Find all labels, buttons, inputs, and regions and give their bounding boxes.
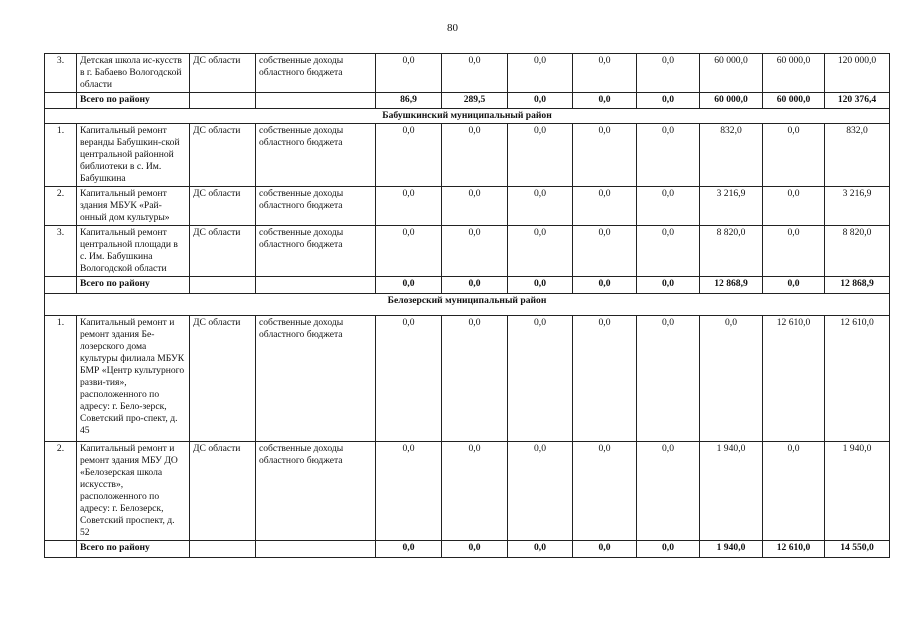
total-value: 0,0 — [637, 277, 700, 294]
ds-cell: ДС области — [190, 187, 256, 226]
row-number: 2. — [45, 187, 77, 226]
total-value: 0,0 — [573, 541, 637, 558]
total-value: 60 000,0 — [700, 93, 763, 109]
total-value: 0,0 — [637, 93, 700, 109]
total-value: 0,0 — [573, 277, 637, 294]
value-cell: 0,0 — [573, 226, 637, 277]
value-cell: 0,0 — [637, 124, 700, 187]
total-value: 0,0 — [442, 277, 508, 294]
value-cell: 12 610,0 — [763, 316, 825, 442]
section-title: Бабушкинский муниципальный район — [45, 109, 890, 124]
table-row — [45, 316, 890, 442]
total-value: 14 550,0 — [825, 541, 890, 558]
total-value: 1 940,0 — [700, 541, 763, 558]
table-row — [45, 442, 890, 541]
value-cell: 0,0 — [508, 442, 573, 541]
value-cell: 0,0 — [573, 187, 637, 226]
total-value: 0,0 — [573, 93, 637, 109]
total-value: 86,9 — [376, 93, 442, 109]
table-row — [45, 226, 890, 277]
row-number: 3. — [45, 226, 77, 277]
value-cell: 0,0 — [508, 226, 573, 277]
value-cell: 0,0 — [573, 442, 637, 541]
value-cell: 0,0 — [637, 442, 700, 541]
value-cell: 0,0 — [637, 187, 700, 226]
source-cell: собственные доходы областного бюджета — [256, 316, 376, 442]
value-cell: 0,0 — [376, 187, 442, 226]
value-cell: 0,0 — [442, 187, 508, 226]
value-cell: 3 216,9 — [825, 187, 890, 226]
table-row — [45, 187, 890, 226]
source-cell: собственные доходы областного бюджета — [256, 226, 376, 277]
value-cell: 0,0 — [442, 226, 508, 277]
value-cell: 0,0 — [637, 316, 700, 442]
total-value: 0,0 — [763, 277, 825, 294]
value-cell: 0,0 — [573, 124, 637, 187]
value-cell: 0,0 — [573, 54, 637, 93]
total-value: 120 376,4 — [825, 93, 890, 109]
ds-cell: ДС области — [190, 316, 256, 442]
source-cell: собственные доходы областного бюджета — [256, 54, 376, 93]
value-cell: 0,0 — [637, 226, 700, 277]
value-cell: 120 000,0 — [825, 54, 890, 93]
total-value: 60 000,0 — [763, 93, 825, 109]
total-value: 0,0 — [508, 541, 573, 558]
value-cell: 0,0 — [376, 316, 442, 442]
total-row — [45, 277, 890, 294]
row-number: 1. — [45, 316, 77, 442]
value-cell: 12 610,0 — [825, 316, 890, 442]
value-cell: 0,0 — [376, 54, 442, 93]
ds-cell: ДС области — [190, 54, 256, 93]
value-cell: 0,0 — [573, 316, 637, 442]
object-name: Капитальный ремонт веранды Бабушкин-ской центральной районной библиотеки в с. Им. Бабушкина — [77, 124, 190, 187]
ds-cell: ДС области — [190, 442, 256, 541]
value-cell: 0,0 — [763, 226, 825, 277]
total-row — [45, 541, 890, 558]
source-cell: собственные доходы областного бюджета — [256, 124, 376, 187]
value-cell: 0,0 — [763, 124, 825, 187]
value-cell: 0,0 — [508, 187, 573, 226]
value-cell: 0,0 — [442, 54, 508, 93]
total-value: 12 610,0 — [763, 541, 825, 558]
object-name: Капитальный ремонт здания МБУК «Рай-онный дом культуры» — [77, 187, 190, 226]
value-cell: 1 940,0 — [700, 442, 763, 541]
total-value: 0,0 — [442, 541, 508, 558]
total-value: 12 868,9 — [700, 277, 763, 294]
source-cell: собственные доходы областного бюджета — [256, 187, 376, 226]
total-value: 0,0 — [508, 277, 573, 294]
object-name: Капитальный ремонт и ремонт здания МБУ ДО «Белозерская школа искусств», расположенного по адресу: г. Белозерск, Советский проспект, д. 52 — [77, 442, 190, 541]
value-cell: 0,0 — [376, 124, 442, 187]
value-cell: 60 000,0 — [763, 54, 825, 93]
object-name: Капитальный ремонт и ремонт здания Бе-лозерского дома культуры филиала МБУК БМР «Центр культурного разви-тия», расположенного по адресу: г. Бело-зерск, Советский про-спект, д. 45 — [77, 316, 190, 442]
ds-cell: ДС области — [190, 124, 256, 187]
value-cell: 8 820,0 — [700, 226, 763, 277]
value-cell: 0,0 — [376, 442, 442, 541]
table-row — [45, 124, 890, 187]
section-title: Белозерский муниципальный район — [45, 294, 890, 316]
section-header — [45, 294, 890, 316]
total-value: 0,0 — [637, 541, 700, 558]
total-label: Всего по району — [77, 541, 190, 558]
value-cell: 1 940,0 — [825, 442, 890, 541]
budget-table — [44, 53, 890, 558]
value-cell: 0,0 — [442, 442, 508, 541]
page-number: 80 — [447, 22, 458, 34]
value-cell: 0,0 — [508, 316, 573, 442]
value-cell: 832,0 — [825, 124, 890, 187]
source-cell: собственные доходы областного бюджета — [256, 442, 376, 541]
total-value: 0,0 — [508, 93, 573, 109]
value-cell: 832,0 — [700, 124, 763, 187]
table-row — [45, 54, 890, 93]
value-cell: 60 000,0 — [700, 54, 763, 93]
value-cell: 0,0 — [442, 316, 508, 442]
value-cell: 0,0 — [508, 54, 573, 93]
row-number: 1. — [45, 124, 77, 187]
value-cell: 8 820,0 — [825, 226, 890, 277]
value-cell: 3 216,9 — [700, 187, 763, 226]
value-cell: 0,0 — [376, 226, 442, 277]
ds-cell: ДС области — [190, 226, 256, 277]
section-header — [45, 109, 890, 124]
total-value: 0,0 — [376, 277, 442, 294]
value-cell: 0,0 — [763, 442, 825, 541]
row-number: 3. — [45, 54, 77, 93]
value-cell: 0,0 — [763, 187, 825, 226]
total-value: 289,5 — [442, 93, 508, 109]
total-label: Всего по району — [77, 93, 190, 109]
value-cell: 0,0 — [508, 124, 573, 187]
object-name: Капитальный ремонт центральной площади в с. Им. Бабушкина Вологодской области — [77, 226, 190, 277]
total-row — [45, 93, 890, 109]
value-cell: 0,0 — [700, 316, 763, 442]
value-cell: 0,0 — [637, 54, 700, 93]
total-label: Всего по району — [77, 277, 190, 294]
total-value: 0,0 — [376, 541, 442, 558]
value-cell: 0,0 — [442, 124, 508, 187]
row-number: 2. — [45, 442, 77, 541]
total-value: 12 868,9 — [825, 277, 890, 294]
object-name: Детская школа ис-кусств в г. Бабаево Вологодской области — [77, 54, 190, 93]
